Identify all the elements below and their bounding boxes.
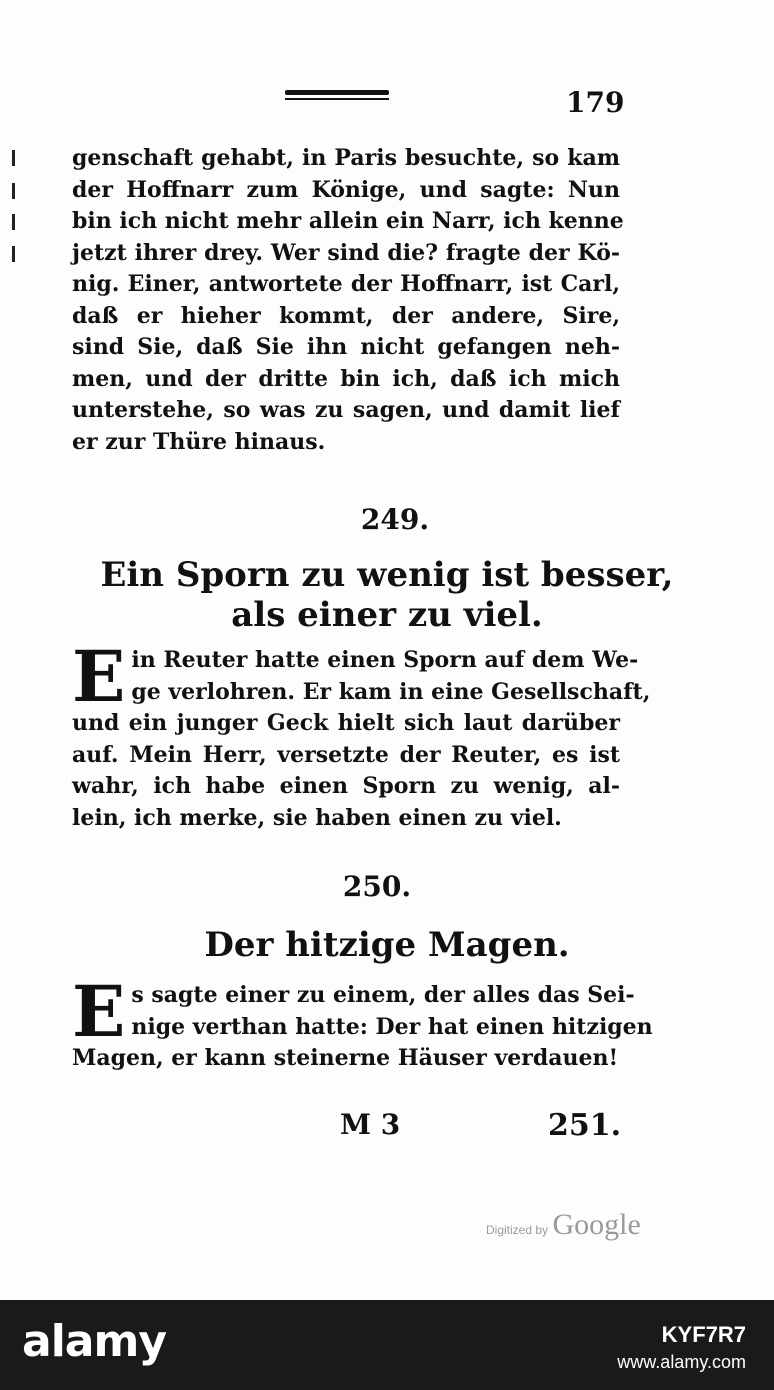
text-line: s sagte einer zu einem, der alles das Sei- (131, 982, 635, 1008)
section-heading-250: Der hitzige Magen. (204, 925, 570, 965)
section-heading-249 (0, 555, 774, 635)
text-line: ge verlohren. Er kam in eine Gesellschaft, (131, 678, 651, 705)
text-line: jetzt ihrer drey. Wer sind die? fragte der Kö- (72, 239, 620, 266)
stock-banner (0, 1300, 774, 1390)
text-line: Magen, er kann steinerne Häuser verdauen! (72, 1045, 619, 1071)
text-line: in Reuter hatte einen Sporn auf dem We- (131, 647, 639, 673)
text-line: er zur Thüre hinaus. (72, 428, 326, 455)
text-line: nig. Einer, antwortete der Hoffnarr, ist Carl, (72, 271, 620, 297)
alamy-logo: alamy (22, 1316, 166, 1367)
text-line: lein, ich merke, sie haben einen zu viel. (72, 804, 562, 831)
drop-cap: E (72, 635, 126, 718)
section-number-250: 250. (342, 870, 412, 903)
text-line: unterstehe, so was zu sagen, und damit lief (72, 397, 620, 423)
text-line: wahr, ich habe einen Sporn zu wenig, al- (72, 773, 620, 799)
paragraph-continuation (72, 143, 624, 458)
watermark-prefix: Digitized by (486, 1223, 549, 1237)
header-rule (285, 90, 389, 95)
heading-line: als einer zu viel. (231, 595, 543, 635)
section-number-249: 249. (360, 503, 430, 536)
google-watermark (486, 1208, 641, 1242)
text-line: genschaft gehabt, in Paris besuchte, so kam (72, 145, 620, 171)
image-id: KYF7R7 (661, 1322, 746, 1347)
text-line: bin ich nicht mehr allein ein Narr, ich kenne (72, 208, 624, 234)
watermark-brand: Google (552, 1208, 641, 1241)
drop-cap: E (72, 970, 126, 1053)
text-line: men, und der dritte bin ich, daß ich mich (72, 365, 620, 392)
text-line: auf. Mein Herr, versetzte der Reuter, es ist (72, 741, 620, 768)
heading-line: Ein Sporn zu wenig ist besser, (100, 555, 674, 595)
text-line: und ein junger Geck hielt sich laut darüber (72, 710, 620, 736)
signature-mark: M 3 (340, 1108, 401, 1141)
text-line: der Hoffnarr zum Könige, und sagte: Nun (72, 176, 620, 203)
paragraph-249 (72, 635, 651, 834)
banner-url: www.alamy.com (617, 1352, 746, 1372)
paragraph-250 (72, 970, 653, 1075)
text-line: nige verthan hatte: Der hat einen hitzigen (131, 1013, 653, 1040)
page-number: 179 (566, 86, 625, 119)
text-line: daß er hieher kommt, der andere, Sire, (72, 302, 620, 329)
catchword: 251. (548, 1108, 622, 1143)
text-line: sind Sie, daß Sie ihn nicht gefangen neh- (72, 334, 620, 360)
